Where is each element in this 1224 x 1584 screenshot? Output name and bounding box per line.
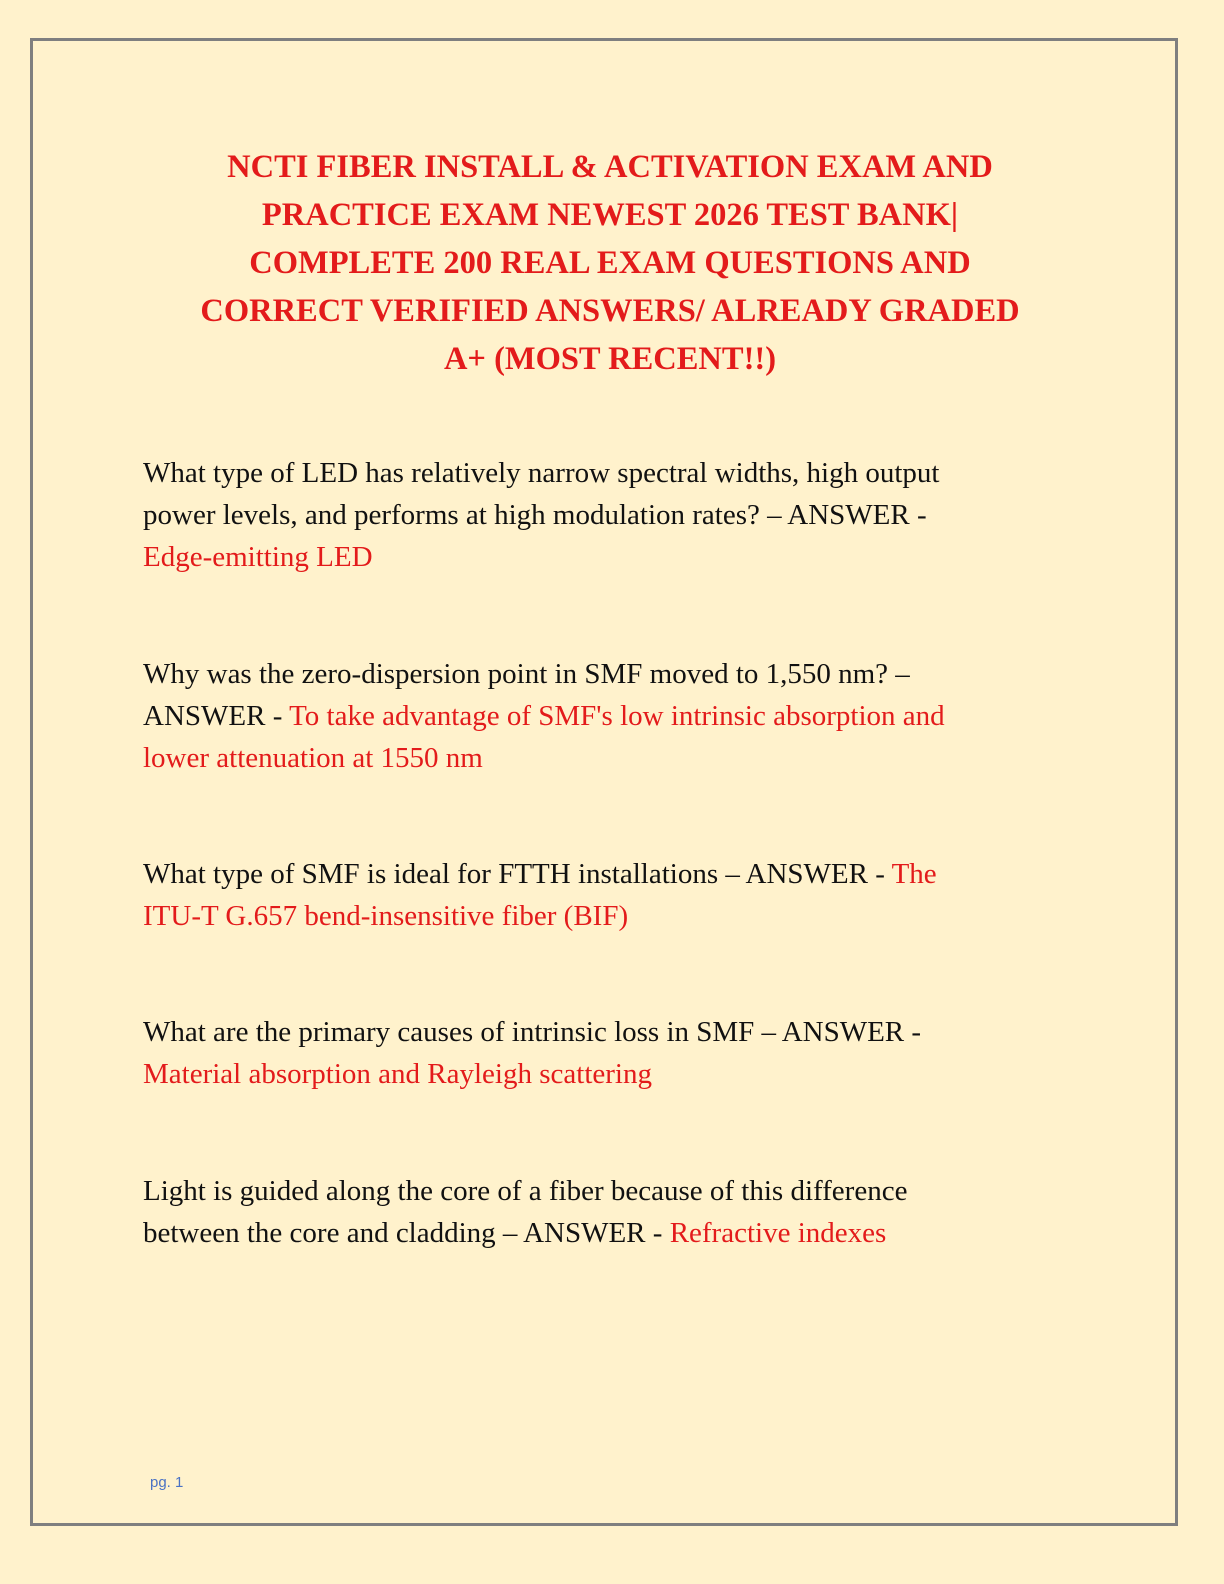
answer-text: The xyxy=(891,858,937,890)
title-line: PRACTICE EXAM NEWEST 2026 TEST BANK| xyxy=(261,197,959,233)
question-text: What type of SMF is ideal for FTTH installations – ANSWER - xyxy=(143,858,892,890)
title-line: COMPLETE 200 REAL EXAM QUESTIONS AND xyxy=(249,245,971,281)
page-number: pg. 1 xyxy=(150,1474,184,1491)
answer-text: Material absorption and Rayleigh scattering xyxy=(143,1058,652,1090)
answer-text: ITU-T G.657 bend-insensitive fiber (BIF) xyxy=(143,900,629,932)
question-text: What type of LED has relatively narrow spectral widths, high output xyxy=(143,457,940,489)
answer-text: Edge-emitting LED xyxy=(143,541,373,573)
question-text: ANSWER - xyxy=(143,700,290,732)
title-line: A+ (MOST RECENT!!) xyxy=(443,341,777,377)
qa-item xyxy=(143,452,1043,578)
qa-item xyxy=(143,1011,1043,1095)
document-title xyxy=(150,143,1070,383)
qa-item xyxy=(143,853,1043,937)
title-line: NCTI FIBER INSTALL & ACTIVATION EXAM AND xyxy=(227,149,993,185)
answer-text: Refractive indexes xyxy=(669,1217,887,1249)
answer-text: lower attenuation at 1550 nm xyxy=(143,742,483,774)
qa-item xyxy=(143,653,1043,779)
question-text: Light is guided along the core of a fiber because of this difference xyxy=(143,1175,908,1207)
question-text: between the core and cladding – ANSWER - xyxy=(143,1217,670,1249)
answer-text: To take advantage of SMF's low intrinsic absorption and xyxy=(289,700,945,732)
qa-item xyxy=(143,1170,1043,1254)
question-text: Why was the zero-dispersion point in SMF moved to 1,550 nm? – xyxy=(143,658,910,690)
question-text: What are the primary causes of intrinsic loss in SMF – ANSWER - xyxy=(143,1016,922,1048)
title-line: CORRECT VERIFIED ANSWERS/ ALREADY GRADED xyxy=(200,293,1020,329)
question-text: power levels, and performs at high modulation rates? – ANSWER - xyxy=(143,499,927,531)
